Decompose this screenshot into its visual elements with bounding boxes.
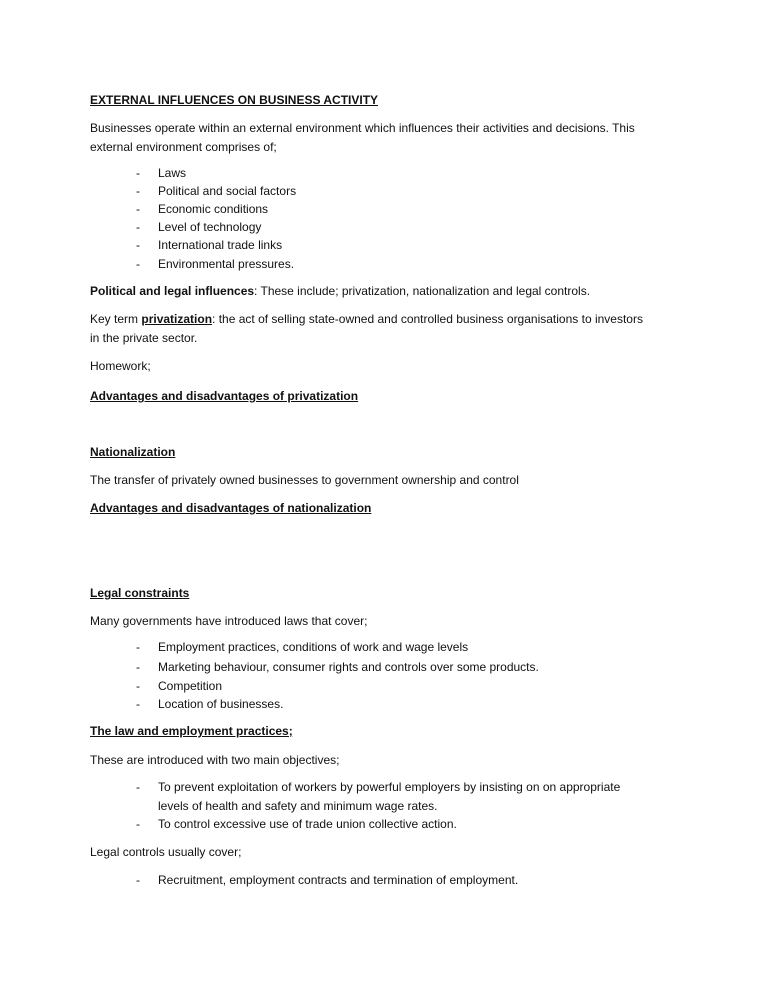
- political-heading: Political and legal influences: [90, 284, 255, 298]
- political-text: : These include; privatization, nationalization and legal controls.: [254, 284, 591, 298]
- political-paragraph: [90, 283, 590, 299]
- heading-adv-nationalization: Advantages and disadvantages of nationalization: [90, 501, 372, 515]
- bullet-dash: -: [136, 817, 140, 831]
- key-term-paragraph: [90, 311, 643, 327]
- bullet-dash: -: [136, 184, 140, 198]
- controls-intro: Legal controls usually cover;: [90, 845, 242, 859]
- laws-intro: Many governments have introduced laws that cover;: [90, 614, 368, 628]
- bullet-dash: -: [136, 660, 140, 674]
- heading-nationalization: Nationalization: [90, 445, 176, 459]
- list-item: Marketing behaviour, consumer rights and controls over some products.: [158, 660, 539, 674]
- heading-law-employment: The law and employment practices;: [90, 724, 293, 738]
- list-item: Economic conditions: [158, 202, 269, 216]
- key-term-line2: in the private sector.: [90, 331, 198, 345]
- document-title: EXTERNAL INFLUENCES ON BUSINESS ACTIVITY: [90, 93, 379, 107]
- list-item: Level of technology: [158, 220, 262, 234]
- key-term-prefix: Key term: [90, 312, 142, 326]
- nationalization-definition: The transfer of privately owned businesses to government ownership and control: [90, 473, 519, 487]
- bullet-dash: -: [136, 679, 140, 693]
- homework-label: Homework;: [90, 359, 151, 373]
- bullet-dash: -: [136, 780, 140, 794]
- bullet-dash: -: [136, 257, 140, 271]
- list-item: Laws: [158, 166, 187, 180]
- intro-line: Businesses operate within an external environment which influences their activities and decisions. This: [90, 121, 635, 135]
- bullet-dash: -: [136, 697, 140, 711]
- list-item: To prevent exploitation of workers by powerful employers by insisting on on appropriate: [158, 780, 621, 794]
- list-item-continuation: levels of health and safety and minimum wage rates.: [158, 799, 438, 813]
- bullet-dash: -: [136, 202, 140, 216]
- key-term-definition: : the act of selling state-owned and controlled business organisations to investors: [212, 312, 643, 326]
- heading-legal-constraints: Legal constraints: [90, 586, 190, 600]
- bullet-dash: -: [136, 166, 140, 180]
- list-item: Employment practices, conditions of work and wage levels: [158, 640, 469, 654]
- list-item: International trade links: [158, 238, 283, 252]
- list-item: Recruitment, employment contracts and termination of employment.: [158, 873, 519, 887]
- heading-adv-privatization: Advantages and disadvantages of privatization: [90, 389, 359, 403]
- objectives-intro: These are introduced with two main objectives;: [90, 753, 340, 767]
- list-item: Political and social factors: [158, 184, 297, 198]
- list-item: To control excessive use of trade union collective action.: [158, 817, 457, 831]
- bullet-dash: -: [136, 220, 140, 234]
- list-item: Competition: [158, 679, 223, 693]
- list-item: Location of businesses.: [158, 697, 284, 711]
- intro-line: external environment comprises of;: [90, 140, 277, 154]
- bullet-dash: -: [136, 873, 140, 887]
- key-term: privatization: [141, 312, 213, 326]
- bullet-dash: -: [136, 238, 140, 252]
- list-item: Environmental pressures.: [158, 257, 295, 271]
- bullet-dash: -: [136, 640, 140, 654]
